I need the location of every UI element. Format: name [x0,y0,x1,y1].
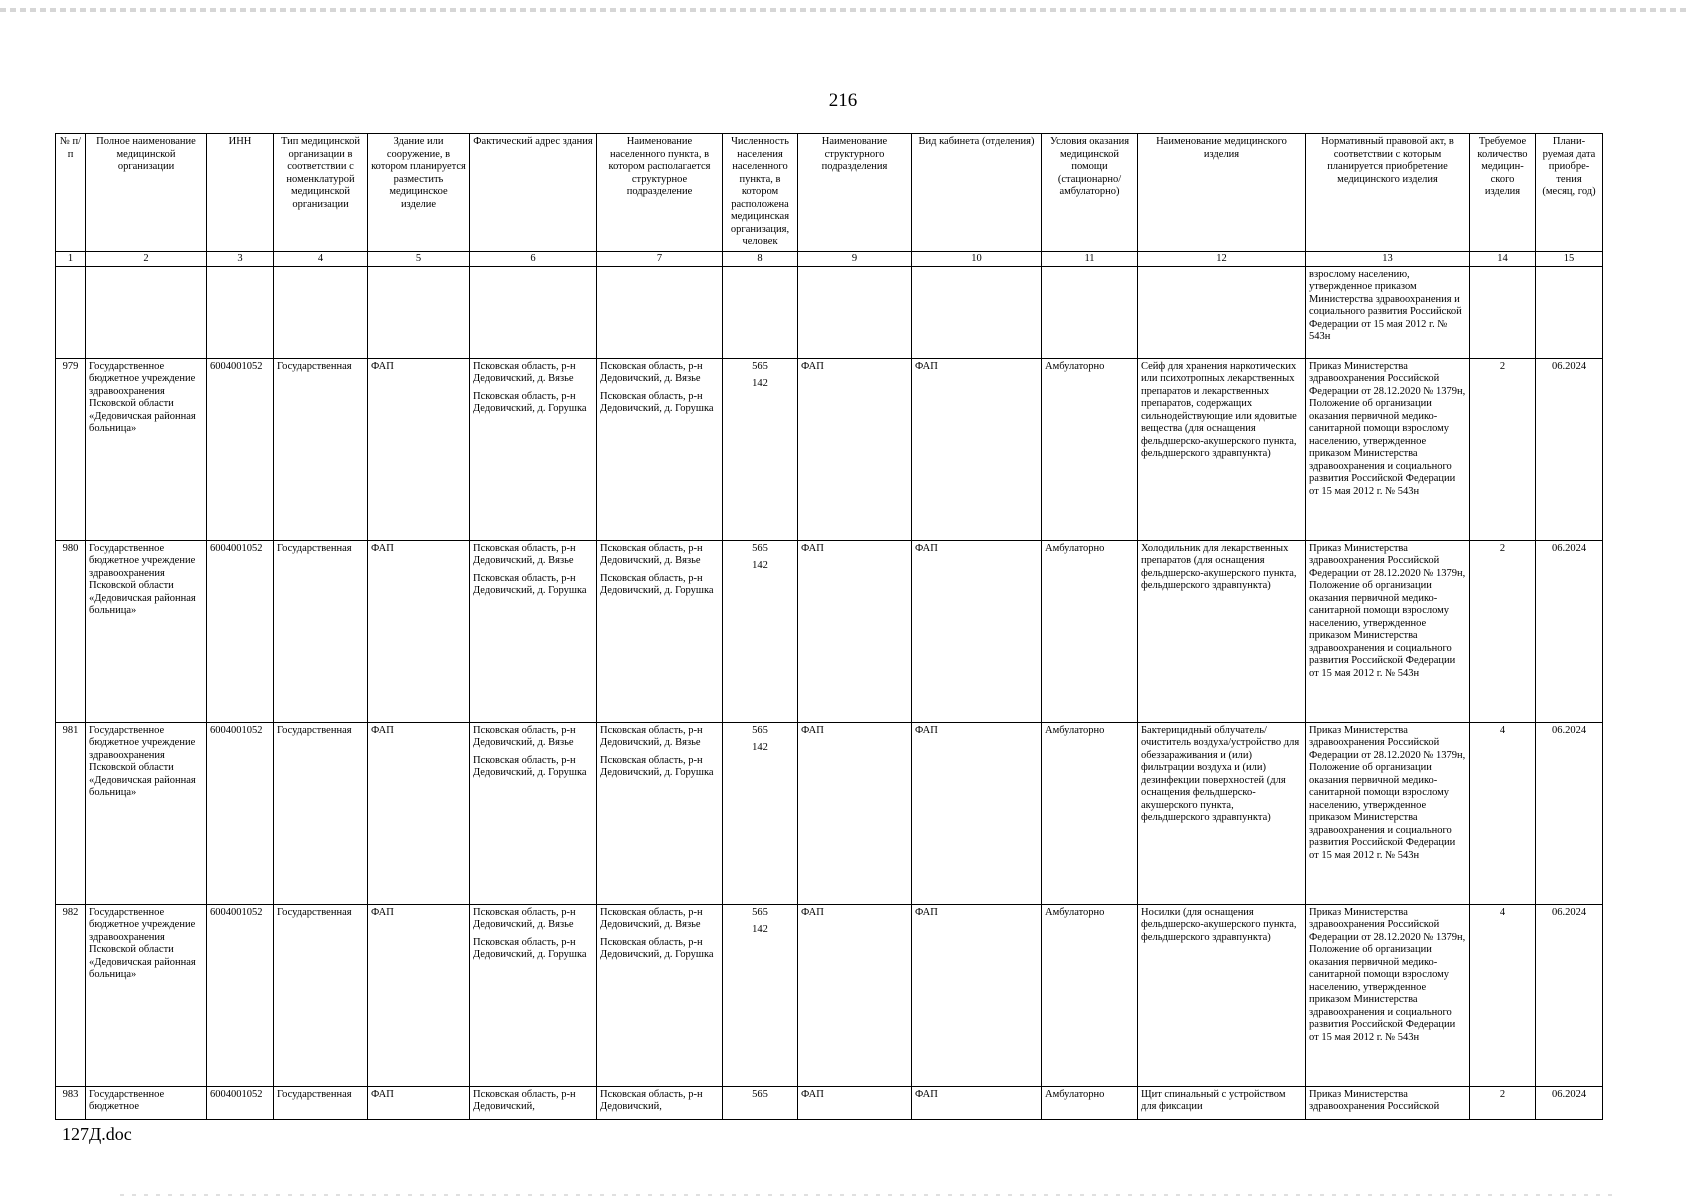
organization-cell: Государственное бюджетное учреждение здравоохранения Псковской области «Дедовичская районная больница» [86,722,207,904]
table-row [56,1086,1603,1119]
normative-act-cell: Приказ Министерства здравоохранения Российской [1306,1086,1470,1119]
column-header: Наименование структурного подразделения [798,134,912,252]
quantity-cell: 2 [1470,358,1536,540]
quantity-cell: 2 [1470,540,1536,722]
column-header: № п/п [56,134,86,252]
cabinet-cell: ФАП [912,358,1042,540]
column-number: 5 [368,251,470,266]
org-type-cell: Государственная [274,540,368,722]
row-number-cell: 983 [56,1086,86,1119]
address-line: Псковская область, р-н Дедовичский, д. Горушка [473,754,587,778]
address-line: Псковская область, р-н Дедовичский, д. Горушка [473,936,587,960]
building-cell: ФАП [368,358,470,540]
unit-cell: ФАП [798,722,912,904]
population-cell [723,540,798,722]
column-number: 9 [798,251,912,266]
column-number: 3 [207,251,274,266]
column-header: ИНН [207,134,274,252]
table-row [56,358,1603,540]
building-cell: ФАП [368,1086,470,1119]
address-line: Псковская область, р-н Дедовичский, д. Вязье [473,360,576,384]
column-number: 1 [56,251,86,266]
inn-cell: 6004001052 [207,358,274,540]
column-header: Условия оказания медицинской помощи (стационарно/ амбулаторно) [1042,134,1138,252]
conditions-cell: Амбулаторно [1042,722,1138,904]
column-header: Плани-руемая дата приобре-тения (месяц, год) [1536,134,1603,252]
column-number: 15 [1536,251,1603,266]
date-cell: 06.2024 [1536,904,1603,1086]
population-value: 142 [752,742,768,753]
column-number: 8 [723,251,798,266]
date-cell: 06.2024 [1536,1086,1603,1119]
org-type-cell: Государственная [274,358,368,540]
column-number: 13 [1306,251,1470,266]
column-header: Здание или сооружение, в котором планируется разместить медицинское изделие [368,134,470,252]
population-cell [723,722,798,904]
column-number: 4 [274,251,368,266]
cabinet-cell: ФАП [912,1086,1042,1119]
column-header: Наименование медицинского изделия [1138,134,1306,252]
organization-cell: Государственное бюджетное учреждение здравоохранения Псковской области «Дедовичская районная больница» [86,540,207,722]
org-type-cell: Государственная [274,722,368,904]
address-line: Псковская область, р-н Дедовичский, д. Горушка [473,572,587,596]
date-cell: 06.2024 [1536,540,1603,722]
column-header: Наименование населенного пункта, в котором располагается структурное подразделение [597,134,723,252]
population-value: 142 [752,560,768,571]
unit-cell: ФАП [798,1086,912,1119]
medical-devices-table [55,133,1603,1120]
scan-edge-bottom [120,1194,1620,1196]
device-cell: Холодильник для лекарственных препаратов (для оснащения фельдшерско-акушерского пункта, фельдшерского здравпункта) [1138,540,1306,722]
column-number: 2 [86,251,207,266]
conditions-cell: Амбулаторно [1042,540,1138,722]
device-cell: Носилки (для оснащения фельдшерско-акушерского пункта, фельдшерского здравпункта) [1138,904,1306,1086]
column-header: Нормативный правовой акт, в соответствии с которым планируется приобретение медицинского изделия [1306,134,1470,252]
quantity-cell: 2 [1470,1086,1536,1119]
locality-cell [597,358,723,540]
population-value: 565 [752,542,768,554]
address-cell [470,358,597,540]
locality-line: Псковская область, р-н Дедовичский, д. Вязье [600,542,703,566]
inn-cell: 6004001052 [207,1086,274,1119]
building-cell: ФАП [368,904,470,1086]
locality-cell [597,904,723,1086]
column-header: Фактический адрес здания [470,134,597,252]
address-cell [470,722,597,904]
device-cell: Сейф для хранения наркотических или психотропных лекарственных препаратов и лекарственных препаратов, содержащих сильнодействующие или ядовитые вещества (для оснащения фельдшерско-акушерского пункта, фельдшерского здравпункта) [1138,358,1306,540]
page-number: 216 [828,90,858,111]
table-row [56,722,1603,904]
cabinet-cell: ФАП [912,722,1042,904]
address-line: Псковская область, р-н Дедовичский, д. Горушка [473,390,587,414]
locality-line: Псковская область, р-н Дедовичский, д. Горушка [600,936,714,960]
table-row [56,904,1603,1086]
building-cell: ФАП [368,540,470,722]
building-cell: ФАП [368,722,470,904]
column-number: 7 [597,251,723,266]
address-cell [470,904,597,1086]
population-value: 565 [752,906,768,918]
address-cell [470,540,597,722]
locality-line: Псковская область, р-н Дедовичский, д. Горушка [600,390,714,414]
conditions-cell: Амбулаторно [1042,904,1138,1086]
normative-act-cell: взрослому населению, утвержденное приказом Министерства здравоохранения и социального развития Российской Федерации от 15 мая 2012 г. № 543н [1306,266,1470,358]
normative-act-cell: Приказ Министерства здравоохранения Российской Федерации от 28.12.2020 № 1379н, Положение об организации оказания первичной медико-санитарной помощи взрослому населению, утвержденное приказом Министерства здравоохранения и социального развития Российской Федерации от 15 мая 2012 г. № 543н [1306,722,1470,904]
locality-cell: Псковская область, р-н Дедовичский, [597,1086,723,1119]
address-cell: Псковская область, р-н Дедовичский, [470,1086,597,1119]
row-number-cell: 979 [56,358,86,540]
header-row [56,134,1603,252]
column-number: 14 [1470,251,1536,266]
locality-cell [597,540,723,722]
device-cell: Щит спинальный с устройством для фиксации [1138,1086,1306,1119]
column-header: Полное наименование медицинской организации [86,134,207,252]
inn-cell: 6004001052 [207,722,274,904]
column-header: Численность населения населенного пункта, в котором расположена медицинская организация, человек [723,134,798,252]
unit-cell: ФАП [798,904,912,1086]
quantity-cell: 4 [1470,722,1536,904]
address-line: Псковская область, р-н Дедовичский, д. Вязье [473,724,576,748]
population-value: 142 [752,924,768,935]
scan-edge-top [0,8,1686,12]
device-cell: Бактерицидный облучатель/очиститель воздуха/устройство для обеззараживания и (или) фильтрации воздуха и (или) дезинфекции поверхностей (для оснащения фельдшерско-акушерского пункта, фельдшерского здравпункта) [1138,722,1306,904]
row-number-cell: 980 [56,540,86,722]
quantity-cell: 4 [1470,904,1536,1086]
population-cell [723,904,798,1086]
normative-act-cell: Приказ Министерства здравоохранения Российской Федерации от 28.12.2020 № 1379н, Положение об организации оказания первичной медико-санитарной помощи взрослому населению, утвержденное приказом Министерства здравоохранения и социального развития Российской Федерации от 15 мая 2012 г. № 543н [1306,358,1470,540]
table-row [56,540,1603,722]
organization-cell: Государственное бюджетное [86,1086,207,1119]
address-line: Псковская область, р-н Дедовичский, д. Вязье [473,906,576,930]
org-type-cell: Государственная [274,1086,368,1119]
column-header: Требуемое количество медицин-ского изделия [1470,134,1536,252]
column-number: 12 [1138,251,1306,266]
population-cell [723,358,798,540]
locality-cell [597,722,723,904]
continuation-row [56,266,1603,358]
population-value: 565 [752,360,768,372]
conditions-cell: Амбулаторно [1042,1086,1138,1119]
column-number: 6 [470,251,597,266]
cabinet-cell: ФАП [912,540,1042,722]
inn-cell: 6004001052 [207,540,274,722]
locality-line: Псковская область, р-н Дедовичский, д. Вязье [600,724,703,748]
population-cell: 565 [723,1086,798,1119]
normative-act-cell: Приказ Министерства здравоохранения Российской Федерации от 28.12.2020 № 1379н, Положение об организации оказания первичной медико-санитарной помощи взрослому населению, утвержденное приказом Министерства здравоохранения и социального развития Российской Федерации от 15 мая 2012 г. № 543н [1306,904,1470,1086]
normative-act-cell: Приказ Министерства здравоохранения Российской Федерации от 28.12.2020 № 1379н, Положение об организации оказания первичной медико-санитарной помощи взрослому населению, утвержденное приказом Министерства здравоохранения и социального развития Российской Федерации от 15 мая 2012 г. № 543н [1306,540,1470,722]
address-line: Псковская область, р-н Дедовичский, д. Вязье [473,542,576,566]
file-name-footer: 127Д.doc [62,1124,132,1144]
locality-line: Псковская область, р-н Дедовичский, д. Горушка [600,572,714,596]
unit-cell: ФАП [798,358,912,540]
column-number-row [56,251,1603,266]
locality-line: Псковская область, р-н Дедовичский, д. Вязье [600,906,703,930]
unit-cell: ФАП [798,540,912,722]
locality-line: Псковская область, р-н Дедовичский, д. Горушка [600,754,714,778]
column-header: Тип медицинской организации в соответствии с номенклатурой медицинской организации [274,134,368,252]
population-value: 565 [752,724,768,736]
date-cell: 06.2024 [1536,358,1603,540]
org-type-cell: Государственная [274,904,368,1086]
conditions-cell: Амбулаторно [1042,358,1138,540]
row-number-cell: 982 [56,904,86,1086]
inn-cell: 6004001052 [207,904,274,1086]
population-value: 142 [752,378,768,389]
organization-cell: Государственное бюджетное учреждение здравоохранения Псковской области «Дедовичская районная больница» [86,904,207,1086]
column-number: 10 [912,251,1042,266]
locality-line: Псковская область, р-н Дедовичский, д. Вязье [600,360,703,384]
cabinet-cell: ФАП [912,904,1042,1086]
column-header: Вид кабинета (отделения) [912,134,1042,252]
date-cell: 06.2024 [1536,722,1603,904]
row-number-cell: 981 [56,722,86,904]
column-number: 11 [1042,251,1138,266]
organization-cell: Государственное бюджетное учреждение здравоохранения Псковской области «Дедовичская районная больница» [86,358,207,540]
